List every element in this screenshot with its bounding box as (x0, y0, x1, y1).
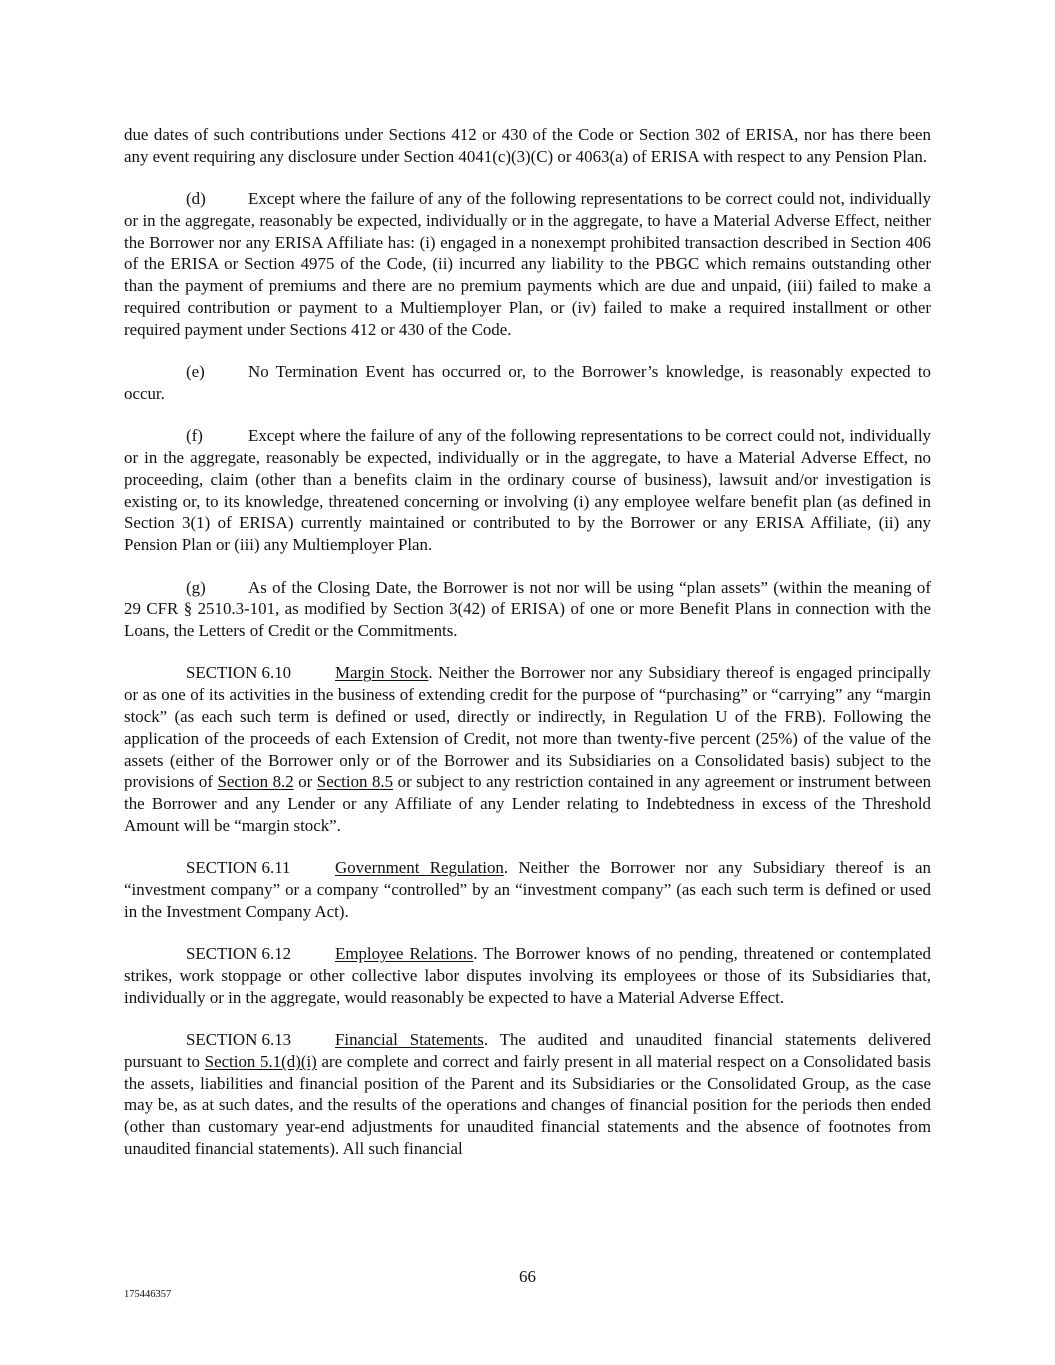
section-title: Financial Statements (335, 1030, 484, 1050)
section-title: Government Regulation (335, 858, 504, 878)
section-number: SECTION 6.12 (186, 944, 292, 964)
paragraph-text: Except where the failure of any of the following representations to be correct could not, individually or in the aggregate, reasonably be expected, individually or in the aggregate, to have a Material Adverse Effect, neither the Borrower nor any ERISA Affiliate has: (i) engaged in a nonexempt prohibited transaction described in Section 406 of the ERISA or Section 4975 of the Code, (ii) incurred any liability to the PBGC which remains outstanding other than the payment of premiums and there are no premium payments which are due and unpaid, (iii) failed to make a required contribution or payment to a Multiemployer Plan, or (iv) failed to make a required installment or other required payment under Sections 412 or 430 of the Code. (124, 189, 931, 339)
paragraph-f (124, 425, 931, 556)
paragraph-label: (d) (186, 189, 206, 209)
paragraph-text: No Termination Event has occurred or, to the Borrower’s knowledge, is reasonably expected to occur. (124, 362, 931, 403)
section-6-12 (124, 943, 931, 1008)
paragraph-text: As of the Closing Date, the Borrower is not nor will be using “plan assets” (within the meaning of 29 CFR § 2510.3-101, as modified by Section 3(42) of ERISA) of one or more Benefit Plans in connection with the Loans, the Letters of Credit or the Commitments. (124, 577, 931, 641)
paragraph-d (124, 188, 931, 341)
section-text: are complete and correct and fairly present in all material respect on a Consolidated basis the assets, liabilities and financial position of the Parent and its Subsidiaries or the Consolidated Group, as the case may be, as at such dates, and the results of the operations and changes of financial position for the periods then ended (other than customary year-end adjustments for unaudited financial statements and the absence of footnotes from unaudited financial statements). All such financial (124, 1051, 931, 1159)
section-number: SECTION 6.10 (186, 663, 292, 683)
section-title: Margin Stock (335, 663, 429, 683)
section-text: or subject to any restriction contained in any agreement or instrument between the Borrower and any Lender or any Affiliate of any Lender relating to Indebtedness in excess of the Threshold Amount will be “margin stock”. (124, 772, 932, 836)
paragraph-text: due dates of such contributions under Sections 412 or 430 of the Code or Section 302 of ERISA, nor has there been any event requiring any disclosure under Section 4041(c)(3)(C) or 4063(a) of ERISA with respect to any Pension Plan. (124, 125, 931, 166)
section-6-10 (124, 662, 931, 836)
section-number: SECTION 6.13 (186, 1030, 292, 1050)
page-number: 66 (519, 1267, 536, 1286)
paragraph-continuation (124, 124, 931, 168)
section-text: . The Borrower knows of no pending, threatened or contemplated strikes, work stoppage or other collective labor disputes involving its employees or those of its Subsidiaries that, individually or in the aggregate, would reasonably be expected to have a Material Adverse Effect. (124, 944, 931, 1007)
paragraph-text: Except where the failure of any of the following representations to be correct could not, individually or in the aggregate, reasonably be expected, individually or in the aggregate, to have a Material Adverse Effect, no proceeding, claim (other than a benefits claim in the ordinary course of business), lawsuit and/or investigation is existing or, to its knowledge, threatened concerning or involving (i) any employee welfare benefit plan (as defined in Section 3(1) of ERISA) currently maintained or contributed to by the Borrower or any ERISA Affiliate, (ii) any Pension Plan or (iii) any Multiemployer Plan. (124, 426, 931, 555)
section-cross-reference: Section 8.5 (316, 772, 394, 792)
paragraph-e (124, 361, 931, 405)
section-cross-reference: Section 8.2 (217, 772, 294, 792)
paragraph-label: (e) (186, 362, 205, 382)
section-text: . Neither the Borrower nor any Subsidiary thereof is an “investment company” or a company “controlled” by an “investment company” (as each such term is defined or used in the Investment Company Act). (124, 858, 931, 921)
section-text: or (293, 772, 317, 792)
paragraph-label: (g) (186, 577, 206, 597)
document-page-body (124, 124, 931, 1180)
paragraph-g (124, 577, 931, 642)
paragraph-label: (f) (186, 426, 203, 446)
section-title: Employee Relations (335, 944, 474, 964)
section-text: . Neither the Borrower nor any Subsidiary thereof is engaged principally or as one of its activities in the business of extending credit for the purpose of “purchasing” or “carrying” any “margin stock” (as each such term is defined or used, directly or indirectly, in Regulation U of the FRB). Following the application of the proceeds of each Extension of Credit, not more than twenty-five percent (25%) of the value of the assets (either of the Borrower only or of the Borrower and its Subsidiaries on a Consolidated basis) subject to the provisions of (124, 663, 931, 792)
section-6-13 (124, 1029, 931, 1160)
section-cross-reference: Section 5.1(d)(i) (204, 1051, 317, 1071)
section-number: SECTION 6.11 (186, 858, 291, 878)
section-6-11 (124, 857, 931, 922)
document-id: 175446357 (124, 1289, 172, 1300)
section-text: . The audited and unaudited financial statements delivered pursuant to (124, 1030, 931, 1071)
